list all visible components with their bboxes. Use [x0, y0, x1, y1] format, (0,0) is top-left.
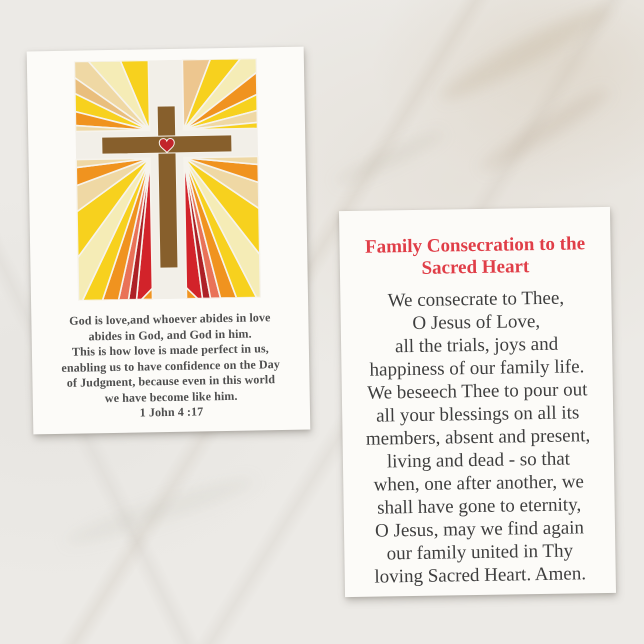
stained-glass-cross-illustration	[74, 58, 261, 300]
prayer-line: members, absent and present,	[365, 425, 591, 450]
consecration-prayer	[340, 286, 616, 589]
verse-line: of Judgment, because even in this world	[66, 372, 276, 390]
prayer-line: living and dead - so that	[386, 448, 571, 473]
ray-fan-top-right	[182, 58, 257, 129]
ray-fan-bottom-right	[184, 156, 260, 298]
prayer-line: all your blessings on all its	[375, 402, 580, 427]
verse-line: God is love,and whoever abides in love	[69, 310, 271, 328]
card-title-line: Family Consecration to the	[364, 233, 586, 258]
ray-fan-top-left	[74, 60, 149, 131]
marble-vein	[435, 0, 615, 109]
bible-verse	[61, 310, 281, 422]
verse-line: This is how love is made perfect in us,	[71, 341, 269, 359]
prayer-line: loving Sacred Heart. Amen.	[374, 563, 587, 588]
prayer-line: our family united in Thy	[386, 540, 574, 565]
prayer-card-back	[339, 207, 616, 597]
marble-vein	[332, 125, 448, 190]
prayer-card-front	[27, 47, 311, 435]
prayer-line: all the trials, joys and	[394, 333, 559, 358]
prayer-line: shall have gone to eternity,	[376, 494, 582, 519]
prayer-card-front-content	[27, 47, 310, 423]
cross-vertical-bar	[157, 106, 178, 268]
verse-line: abides in God, and God in him.	[88, 326, 252, 343]
prayer-line: We beseech Thee to pour out	[367, 379, 588, 404]
card-title-line: Sacred Heart	[421, 256, 530, 279]
card-title	[339, 233, 611, 281]
verse-line: we have become like him.	[104, 388, 238, 405]
prayer-line: We consecrate to Thee,	[387, 287, 565, 312]
ray-fan-bottom-left	[76, 158, 152, 300]
verse-line: enabling us to have confidence on the Day	[61, 356, 281, 375]
prayer-line: happiness of our family life.	[369, 356, 585, 381]
prayer-line: O Jesus of Love,	[412, 311, 541, 335]
marble-vein	[476, 82, 614, 178]
prayer-line: O Jesus, may we find again	[374, 517, 585, 542]
verse-reference: 1 John 4 :17	[139, 404, 204, 420]
marble-vein	[61, 470, 258, 553]
prayer-line: when, one after another, we	[373, 471, 585, 496]
prayer-card-back-content	[339, 207, 616, 589]
